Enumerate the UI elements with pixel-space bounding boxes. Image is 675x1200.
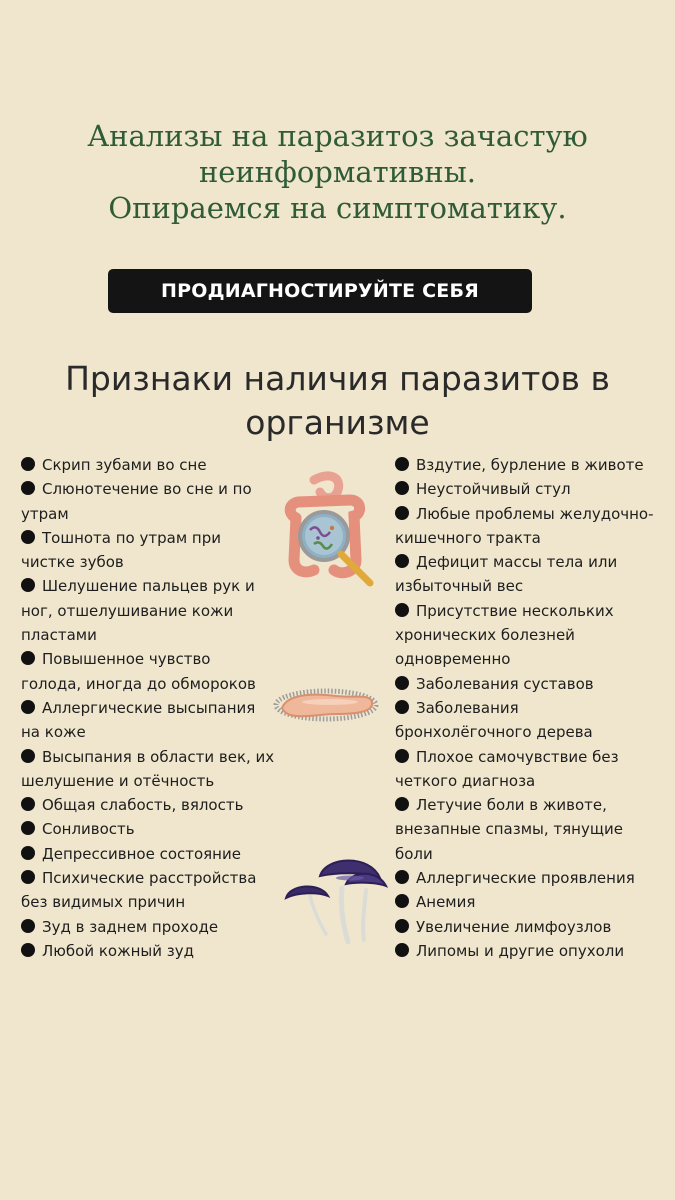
symptom-text: Депрессивное состояние — [42, 844, 241, 863]
symptom-line — [21, 599, 293, 623]
right-symptom-item — [395, 550, 675, 599]
symptom-text: утрам — [21, 504, 69, 523]
bullet-icon — [21, 530, 35, 544]
symptom-line — [21, 720, 293, 744]
symptom-line — [395, 453, 675, 477]
symptom-text: Скрип зубами во сне — [42, 456, 207, 474]
right-symptom-item — [395, 696, 675, 745]
right-symptom-item — [395, 477, 675, 501]
panel-title-line-2: организме — [245, 403, 430, 442]
right-symptom-item — [395, 453, 675, 477]
right-symptom-item — [395, 745, 675, 794]
symptom-text: Увеличение лимфоузлов — [416, 917, 612, 936]
symptom-text: Анемия — [416, 893, 476, 912]
symptom-line — [395, 745, 675, 769]
symptom-line — [395, 720, 675, 744]
bullet-icon — [395, 506, 409, 520]
left-symptom-item — [21, 647, 293, 696]
symptom-line — [21, 574, 293, 598]
symptom-line — [21, 769, 293, 793]
symptom-text: Липомы и другие опухоли — [416, 941, 625, 960]
symptom-line — [21, 915, 293, 939]
symptom-text: Вздутие, бурление в животе — [416, 456, 644, 474]
symptom-line — [21, 745, 293, 769]
symptom-text: чистке зубов — [21, 553, 124, 572]
symptom-text: Любой кожный зуд — [42, 941, 194, 960]
intro-line-1: Анализы на паразитоз зачастую — [87, 119, 588, 153]
symptom-text: Психические расстройства — [42, 869, 257, 888]
symptom-line — [21, 550, 293, 574]
symptom-text: Плохое самочувствие без — [416, 747, 619, 766]
symptom-line — [395, 502, 675, 526]
symptom-text: бронхолёгочного дерева — [395, 723, 593, 742]
symptom-text: Слюнотечение во сне и по — [42, 480, 252, 499]
bullet-icon — [21, 919, 35, 933]
symptom-line — [21, 842, 293, 866]
left-symptom-item — [21, 915, 293, 939]
symptom-line — [21, 793, 293, 817]
symptom-line — [21, 817, 293, 841]
symptom-line — [21, 453, 293, 477]
bullet-icon — [21, 797, 35, 811]
symptom-text: кишечного тракта — [395, 528, 541, 547]
bullet-icon — [21, 457, 35, 471]
left-symptom-item — [21, 453, 293, 477]
right-symptom-item — [395, 939, 675, 963]
left-symptom-item — [21, 939, 293, 963]
intro-line-3: Опираемся на симптоматику. — [108, 191, 567, 225]
bullet-icon — [395, 481, 409, 495]
bullet-icon — [21, 943, 35, 957]
symptom-text: без видимых причин — [21, 893, 186, 912]
symptom-line — [395, 599, 675, 623]
bullet-icon — [21, 651, 35, 665]
symptom-line — [395, 890, 675, 914]
symptom-line — [21, 866, 293, 890]
bullet-icon — [21, 481, 35, 495]
symptom-line — [21, 502, 293, 526]
symptom-text: Тошнота по утрам при — [42, 528, 221, 547]
mushrooms-icon — [282, 850, 392, 950]
symptom-line — [395, 526, 675, 550]
symptom-line — [21, 939, 293, 963]
symptom-text: Сонливость — [42, 820, 135, 839]
symptom-text: Летучие боли в животе, — [416, 796, 607, 815]
symptom-text: Присутствие нескольких — [416, 601, 614, 620]
panel-title — [0, 357, 675, 445]
symptom-text: голода, иногда до обмороков — [21, 674, 256, 693]
symptom-line — [21, 623, 293, 647]
bullet-icon — [395, 700, 409, 714]
bullet-icon — [395, 894, 409, 908]
symptom-line — [395, 817, 675, 841]
symptom-text: избыточный вес — [395, 577, 524, 596]
symptom-line — [21, 696, 293, 720]
symptom-line — [395, 623, 675, 647]
panel-title-line-1: Признаки наличия паразитов в — [65, 359, 610, 398]
left-symptom-item — [21, 574, 293, 647]
symptom-text: одновременно — [395, 650, 511, 669]
parasite-worm-icon — [270, 680, 382, 730]
left-symptom-list — [21, 453, 293, 963]
symptom-line — [395, 939, 675, 963]
bullet-icon — [395, 457, 409, 471]
symptom-text: Заболевания суставов — [416, 674, 594, 693]
symptom-line — [395, 477, 675, 501]
bullet-icon — [21, 821, 35, 835]
right-symptom-item — [395, 502, 675, 551]
bullet-icon — [395, 749, 409, 763]
symptom-line — [21, 647, 293, 671]
symptom-text: хронических болезней — [395, 626, 575, 645]
bullet-icon — [21, 578, 35, 592]
symptom-text: Аллергические проявления — [416, 869, 635, 888]
symptom-line — [21, 672, 293, 696]
symptom-line — [395, 672, 675, 696]
intro-text — [0, 118, 675, 226]
symptom-text: Любые проблемы желудочно- — [416, 504, 654, 523]
bullet-icon — [395, 943, 409, 957]
left-symptom-item — [21, 526, 293, 575]
bullet-icon — [395, 797, 409, 811]
symptom-text: шелушение и отёчность — [21, 771, 215, 790]
bullet-icon — [21, 870, 35, 884]
right-symptom-item — [395, 599, 675, 672]
symptom-line — [395, 769, 675, 793]
left-symptom-item — [21, 793, 293, 817]
symptom-text: Повышенное чувство — [42, 650, 211, 669]
symptom-text: Неустойчивый стул — [416, 480, 571, 499]
symptom-text: внезапные спазмы, тянущие — [395, 820, 623, 839]
symptom-line — [395, 550, 675, 574]
symptom-text: Дефицит массы тела или — [416, 553, 618, 572]
symptom-text: Общая слабость, вялость — [42, 796, 244, 815]
left-symptom-item — [21, 842, 293, 866]
left-symptom-item — [21, 866, 293, 915]
right-symptom-item — [395, 672, 675, 696]
symptom-line — [395, 793, 675, 817]
bullet-icon — [395, 870, 409, 884]
intestine-magnifier-icon — [280, 470, 380, 595]
symptom-text: Шелушение пальцев рук и — [42, 577, 255, 596]
symptom-text: Высыпания в области век, их — [42, 747, 275, 766]
left-symptom-item — [21, 696, 293, 745]
left-symptom-item — [21, 745, 293, 794]
symptom-line — [395, 915, 675, 939]
left-symptom-item — [21, 477, 293, 526]
symptom-line — [395, 866, 675, 890]
right-symptom-list — [395, 453, 675, 963]
symptom-line — [395, 647, 675, 671]
left-symptom-item — [21, 817, 293, 841]
right-symptom-item — [395, 890, 675, 914]
symptom-text: Аллергические высыпания — [42, 698, 256, 717]
right-symptom-item — [395, 866, 675, 890]
bullet-icon — [21, 846, 35, 860]
intro-line-2: неинформативны. — [198, 155, 477, 189]
self-diagnose-button[interactable]: ПРОДИАГНОСТИРУЙТЕ СЕБЯ — [108, 269, 532, 313]
symptom-text: боли — [395, 844, 433, 863]
right-symptom-item — [395, 915, 675, 939]
bullet-icon — [395, 603, 409, 617]
symptom-text: Заболевания — [416, 698, 519, 717]
bullet-icon — [395, 676, 409, 690]
right-symptom-item — [395, 793, 675, 866]
bullet-icon — [21, 749, 35, 763]
bullet-icon — [21, 700, 35, 714]
symptom-line — [395, 696, 675, 720]
bullet-icon — [395, 554, 409, 568]
symptom-line — [395, 842, 675, 866]
symptom-line — [395, 574, 675, 598]
symptom-line — [21, 477, 293, 501]
symptom-line — [21, 890, 293, 914]
symptom-line — [21, 526, 293, 550]
symptom-text: ног, отшелушивание кожи — [21, 601, 234, 620]
symptom-text: четкого диагноза — [395, 771, 536, 790]
symptom-text: Зуд в заднем проходе — [42, 917, 219, 936]
bullet-icon — [395, 919, 409, 933]
symptom-text: на коже — [21, 723, 86, 742]
symptom-text: пластами — [21, 626, 97, 645]
